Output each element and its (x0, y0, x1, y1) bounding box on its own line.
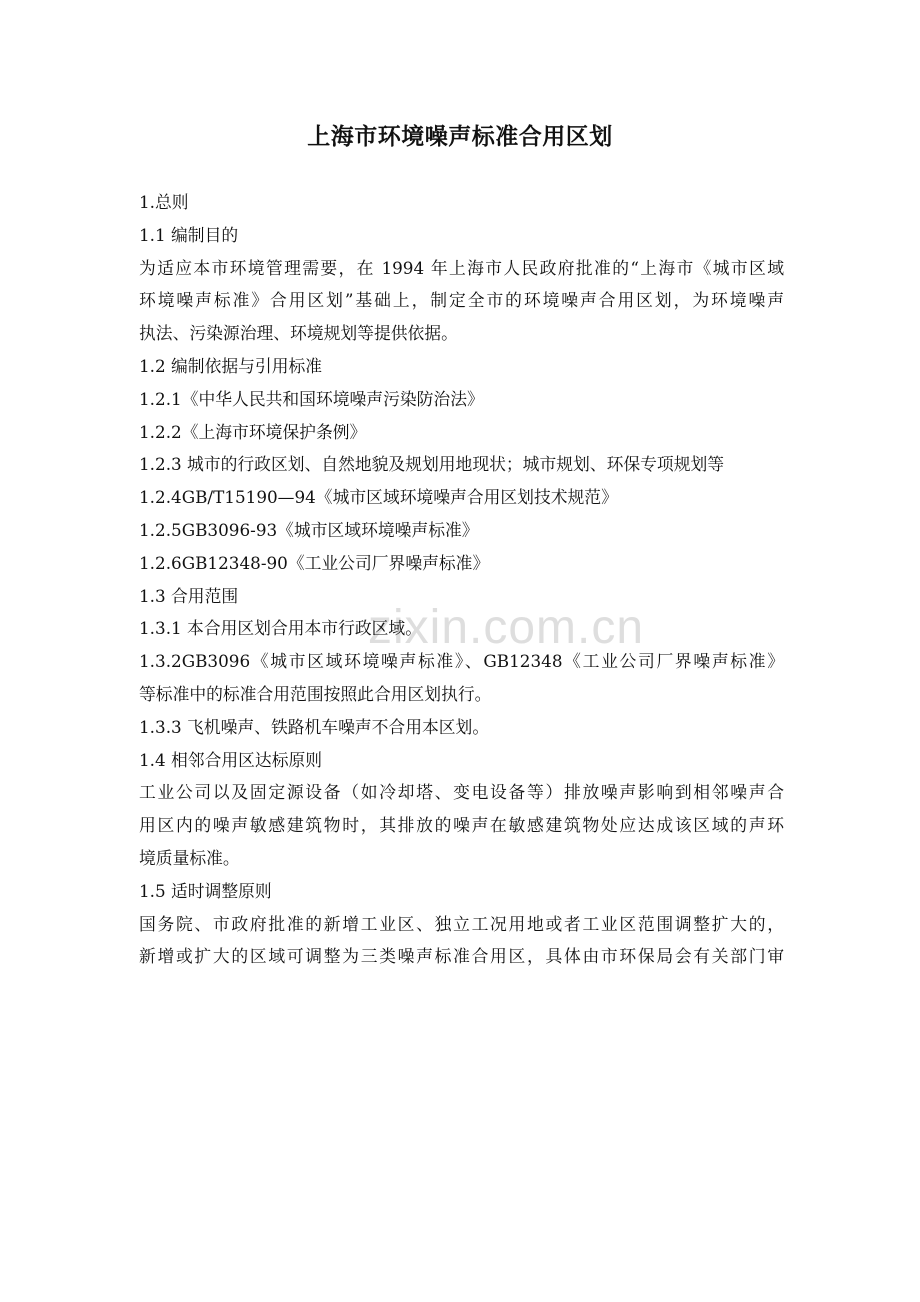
document-body (139, 186, 784, 973)
paragraph-line: 执法、污染源治理、环境规划等提供依据。 (139, 323, 458, 344)
paragraph-line: 等标准中的标准合用范围按照此合用区划执行。 (139, 683, 492, 704)
section-heading-general: 1.总则 (139, 192, 189, 212)
scope-item: 1.3.2GB3096《城市区域环境噪声标准》、GB12348《工业公司厂界噪声标准》 (139, 651, 784, 672)
subsection-heading-adjustment: 1.5 适时调整原则 (139, 880, 272, 901)
scope-item: 1.3.3 飞机噪声、铁路机车噪声不合用本区划。 (139, 716, 490, 737)
paragraph-line: 国务院、市政府批准的新增工业区、独立工况用地或者工业区范围调整扩大的， (139, 913, 784, 934)
reference-item: 1.2.2《上海市环境保护条例》 (139, 421, 367, 442)
subsection-heading-purpose: 1.1 编制目的 (139, 224, 239, 245)
paragraph-line: 工业公司以及固定源设备（如冷却塔、变电设备等）排放噪声影响到相邻噪声合 (139, 782, 784, 803)
subsection-heading-basis: 1.2 编制依据与引用标准 (139, 355, 323, 376)
reference-item: 1.2.3 城市的行政区划、自然地貌及规划用地现状；城市规划、环保专项规划等 (139, 454, 725, 475)
reference-item: 1.2.6GB12348-90《工业公司厂界噪声标准》 (139, 552, 490, 573)
watermark: zixin.com.cn (368, 601, 645, 654)
paragraph-line: 新增或扩大的区域可调整为三类噪声标准合用区，具体由市环保局会有关部门审 (139, 946, 784, 967)
paragraph-line: 用区内的噪声敏感建筑物时，其排放的噪声在敏感建筑物处应达成该区域的声环 (139, 815, 784, 836)
paragraph-line: 为适应本市环境管理需要，在 1994 年上海市人民政府批准的“上海市《城市区域 (139, 257, 784, 278)
paragraph-line: 境质量标准。 (139, 847, 240, 868)
scope-item: 1.3.1 本合用区划合用本市行政区域。 (139, 618, 422, 639)
document-title: 上海市环境噪声标准合用区划 (307, 123, 613, 150)
subsection-heading-scope: 1.3 合用范围 (139, 585, 239, 606)
reference-item: 1.2.4GB/T15190—94《城市区域环境噪声合用区划技术规范》 (139, 487, 618, 508)
reference-item: 1.2.1《中华人民共和国环境噪声污染防治法》 (139, 388, 484, 409)
subsection-heading-adjacent: 1.4 相邻合用区达标原则 (139, 749, 323, 770)
reference-item: 1.2.5GB3096-93《城市区域环境噪声标准》 (139, 519, 479, 540)
paragraph-line: 环境噪声标准》合用区划”基础上，制定全市的环境噪声合用区划，为环境噪声 (139, 290, 784, 311)
